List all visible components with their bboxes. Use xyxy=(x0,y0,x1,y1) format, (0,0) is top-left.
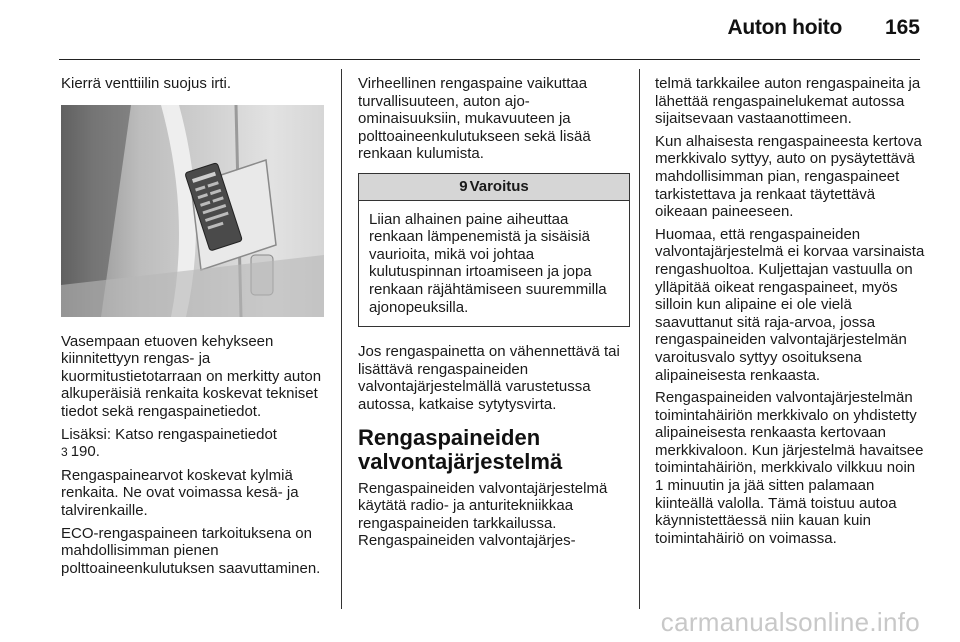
paragraph-ignition-off: Jos rengaspainetta on vähennettävä tai lisättävä rengaspaineiden valvontajärjestelmällä varustetussa autossa, katkaise sytytysvirta. xyxy=(358,343,620,413)
paragraph-tpms-intro: Rengaspaineiden valvontajärjestelmä käytätä radio- ja anturitekniikkaa rengaspaineiden tarkkailussa. Rengaspaineiden valvontajärjes- xyxy=(358,479,608,550)
warning-title: Varoitus xyxy=(469,177,529,195)
section-heading-tpms: Rengaspaineiden valvontajärjestelmä xyxy=(358,424,563,474)
page-number: 165 xyxy=(884,16,920,39)
running-header-title: Auton hoito xyxy=(727,16,842,39)
column-1 xyxy=(61,75,329,582)
warning-header xyxy=(359,174,629,201)
tire-label-photo xyxy=(61,105,324,317)
paragraph-cold-tires: Rengaspainearvot koskevat kylmiä renkaita. Ne ovat voimassa kesä- ja talvirenkaille. xyxy=(61,466,299,519)
column-2 xyxy=(358,75,630,555)
paragraph-see-also xyxy=(61,426,329,462)
page-reference-arrow-icon: 3 xyxy=(61,445,68,460)
paragraph-malfunction-light: Rengaspaineiden valvontajärjestelmän toimintahäiriön merkkivalo on yhdistetty alipaineisesta renkaasta kertovaan merkkivaloon. Kun järjestelmä havaitsee toimintahäiriön, merkkivalo vilkkuu noin 1 minuutin ja jää sitten palamaan kiinteällä valolla. Tämä toistuu autoa käynnistettäessä niin kauan kuin toimintahäiriö on voimassa. xyxy=(655,389,924,547)
watermark: carmanualsonline.info xyxy=(660,607,920,637)
paragraph-driver-responsibility: Huomaa, että rengaspaineiden valvontajärjestelmä ei korvaa varsinaista rengashuoltoa. Kuljettajan vastuulla on ylläpitää oikeat rengaspaineet, myös silloin kun alipaine ei ole vielä saavuttanut sitä raja-arvoa, jossa rengaspaineiden valvontajärjestelmän varoitusvalo syttyy osoituksena alipaineisesta renkaasta. xyxy=(655,225,925,384)
warning-box xyxy=(358,173,630,327)
column-divider-1 xyxy=(341,69,342,609)
warning-triangle-icon: 9 xyxy=(459,177,468,195)
paragraph-incorrect-pressure: Virheellinen rengaspaine vaikuttaa turvallisuuteen, auton ajo-ominaisuuksiin, mukavuuteen ja polttoaineenkulutukseen sekä lisää renkaan kulumista. xyxy=(358,75,591,163)
column-divider-2 xyxy=(639,69,640,609)
paragraph-tire-label: Vasempaan etuoven kehykseen kiinnitettyyn rengas- ja kuormitustietotarraan on merkitty auton alkuperäisiä renkaita koskevat tekniset tiedot sekä rengaspainetiedot. xyxy=(61,332,322,420)
page-reference-link[interactable]: 190. xyxy=(70,443,100,461)
warning-text: Liian alhainen paine aiheuttaa renkaan lämpenemistä ja sisäisiä vaurioita, mikä voi johtaa kulutuspinnan irtoamiseen ja jopa renkaan räjähtämiseen suuremmilla ajonopeuksilla. xyxy=(369,210,607,316)
column-3 xyxy=(655,75,927,552)
see-also-text: Lisäksi: Katso rengaspainetiedot xyxy=(61,425,277,443)
header-divider xyxy=(59,59,920,60)
door-frame-illustration xyxy=(61,105,324,317)
paragraph-tpms-receiver: telmä tarkkailee auton rengaspaineita ja lähettää rengaspainelukemat autossa sijaitsevaan vastaanottimeen. xyxy=(655,75,921,128)
paragraph-eco-pressure: ECO-rengaspaineen tarkoituksena on mahdollisimman pienen polttoaineenkulutuksen saavuttaminen. xyxy=(61,524,321,577)
paragraph-low-pressure-light: Kun alhaisesta rengaspaineesta kertova merkkivalo syttyy, auto on pysäytettävä mahdollisimman pian, rengaspaineet tarkistettava ja renkaat täytettävä oikeaan paineeseen. xyxy=(655,132,922,221)
intro-text: Kierrä venttiilin suojus irti. xyxy=(61,75,232,92)
